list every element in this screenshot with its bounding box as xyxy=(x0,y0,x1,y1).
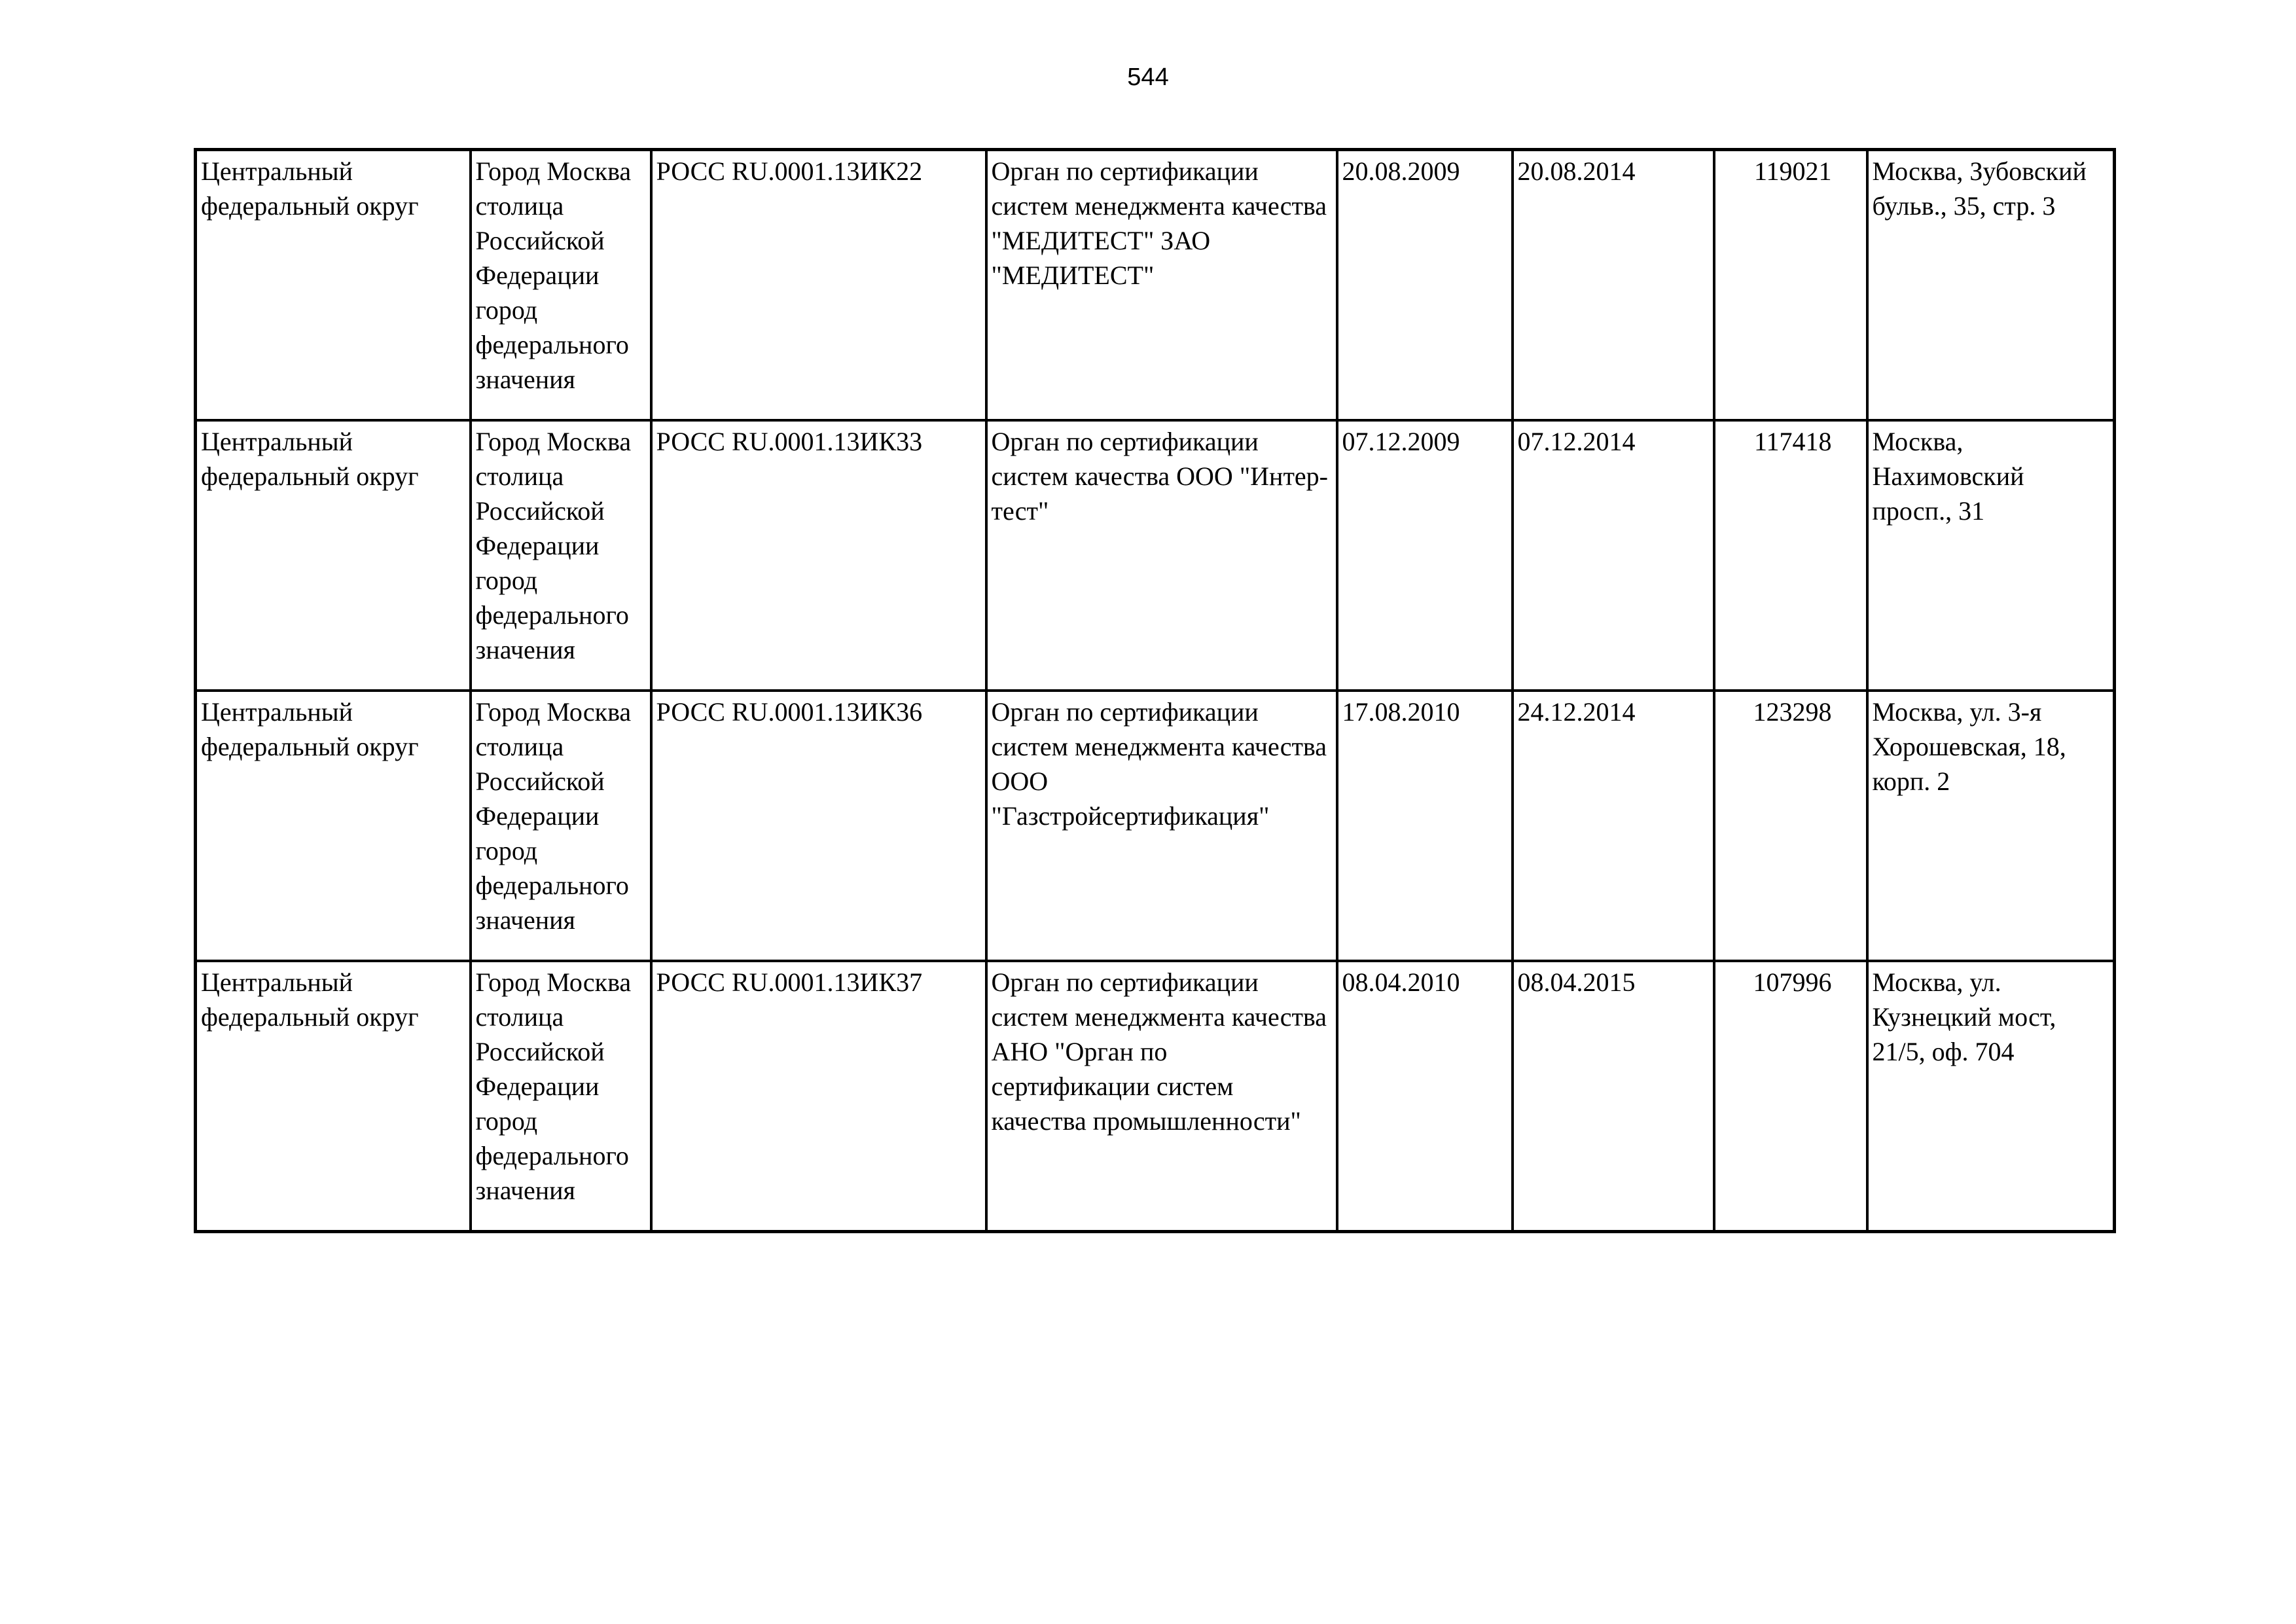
postcode-cell: 117418 xyxy=(1714,420,1867,691)
reg-number-cell: РОСС RU.0001.13ИК33 xyxy=(651,420,986,691)
reg-number-cell: РОСС RU.0001.13ИК36 xyxy=(651,691,986,961)
date-from-cell: 08.04.2010 xyxy=(1337,961,1513,1232)
postcode-cell: 123298 xyxy=(1714,691,1867,961)
table-row xyxy=(196,961,2115,1232)
registry-table xyxy=(194,148,2116,1233)
district-cell: Центральный федеральный округ xyxy=(196,420,471,691)
organization-cell: Орган по сертификации систем менеджмента качества "МЕДИТЕСТ" ЗАО "МЕДИТЕСТ" xyxy=(986,150,1337,421)
date-to-cell: 24.12.2014 xyxy=(1513,691,1714,961)
postcode-cell: 119021 xyxy=(1714,150,1867,421)
organization-cell: Орган по сертификации систем менеджмента качества АНО "Орган по сертификации систем качества промышленности" xyxy=(986,961,1337,1232)
region-cell: Город Москва столица Российской Федерации город федерального значения xyxy=(471,150,651,421)
date-to-cell: 07.12.2014 xyxy=(1513,420,1714,691)
page-number: 544 xyxy=(1127,63,1169,91)
date-to-cell: 08.04.2015 xyxy=(1513,961,1714,1232)
organization-cell: Орган по сертификации систем качества ООО "Интер-тест" xyxy=(986,420,1337,691)
date-from-cell: 17.08.2010 xyxy=(1337,691,1513,961)
region-cell: Город Москва столица Российской Федерации город федерального значения xyxy=(471,691,651,961)
address-cell: Москва, ул. 3-я Хорошевская, 18, корп. 2 xyxy=(1867,691,2115,961)
address-cell: Москва, Нахимовский просп., 31 xyxy=(1867,420,2115,691)
district-cell: Центральный федеральный округ xyxy=(196,961,471,1232)
postcode-cell: 107996 xyxy=(1714,961,1867,1232)
table-row xyxy=(196,691,2115,961)
date-from-cell: 20.08.2009 xyxy=(1337,150,1513,421)
reg-number-cell: РОСС RU.0001.13ИК37 xyxy=(651,961,986,1232)
organization-cell: Орган по сертификации систем менеджмента качества ООО "Газстройсертификация" xyxy=(986,691,1337,961)
date-to-cell: 20.08.2014 xyxy=(1513,150,1714,421)
reg-number-cell: РОСС RU.0001.13ИК22 xyxy=(651,150,986,421)
district-cell: Центральный федеральный округ xyxy=(196,691,471,961)
district-cell: Центральный федеральный округ xyxy=(196,150,471,421)
date-from-cell: 07.12.2009 xyxy=(1337,420,1513,691)
region-cell: Город Москва столица Российской Федерации город федерального значения xyxy=(471,420,651,691)
address-cell: Москва, ул. Кузнецкий мост, 21/5, оф. 704 xyxy=(1867,961,2115,1232)
address-cell: Москва, Зубовский бульв., 35, стр. 3 xyxy=(1867,150,2115,421)
table-row xyxy=(196,420,2115,691)
region-cell: Город Москва столица Российской Федерации город федерального значения xyxy=(471,961,651,1232)
table-row xyxy=(196,150,2115,421)
